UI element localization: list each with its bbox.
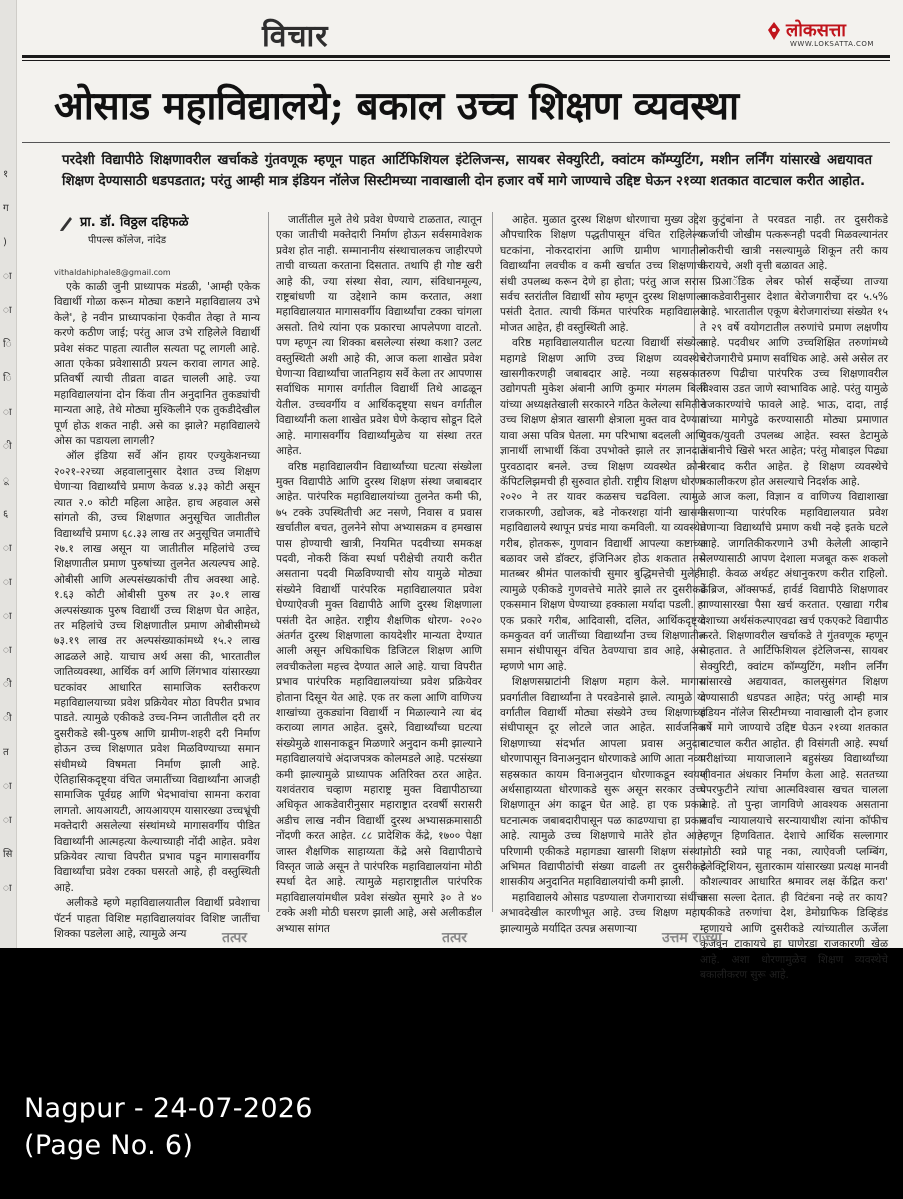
author-name: प्रा. डॉ. विठ्ठल दहिफळे [80, 215, 189, 230]
paragraph: आहेत. मुळात दुरस्थ शिक्षण धोरणाचा मुख्य उद्देश औपचारिक शिक्षण पद्धतीपासून वंचित राहिलेल्या घटकांना, नोकरदारांना आणि ग्रामीण भागातील विद्यार्थ्यांना लवचीक व कमी खर्चात उच्च शिक्षणाची संधी उपलब्ध करून देणे हा होता; परंतु आज सरास सर्वच स्तरांतील विद्यार्थी सोय म्हणून दुरस्थ शिक्षणाला पसंती देतात. त्याची किंमत पारंपरिक महाविद्यालये मोजत आहेत, ही वस्तुस्थिती आहे. [500, 214, 706, 334]
article-deck: परदेशी विद्यापीठे शिक्षणावरील खर्चाकडे गुंतवणूक म्हणून पाहत आर्टिफिशियल इंटेलिजन्स, सायबर सेक्युरिटी, क्वांटम कॉम्प्युटिंग, मशीन लर्निंग यांसारखे अद्ययावत शिक्षण देण्यासाठी धडपडतात; परंतु आम्ही मात्र इंडियन नॉलेज सिस्टीमच्या नावाखाली दोन हजार वर्षे मागे जाण्याचे उद्दिष्ट घेऊन २१व्या शतकात वाटचाल करीत आहोत. [62, 153, 872, 189]
edge-fragment: ी [3, 441, 12, 452]
edge-fragment: ा [3, 645, 12, 656]
paragraph: ऑल इंडिया सर्वे ऑन हायर एज्युकेशनच्या २०२१-२२च्या अहवालानुसार देशात उच्च शिक्षण घेणाऱ्या विद्यार्थ्यांचे प्रमाण केवळ ४.३३ कोटी असून त्यात २.० कोटी महिला आहेत. हाच अहवाल असे सांगतो की, उच्च शिक्षणात अनुसूचित जातीतील विद्यार्थ्यांचे प्रमाण ६८.३३ लाख तर अनुसूचित जमातींचे २७.१ लाख असून या जातीतील महिलांचे उच्च शिक्षणातील प्रमाण पुरुषांच्या तुलनेत अत्यल्पच आहे. ओबीसी आणि अल्पसंख्यकांची तीच अवस्था आहे. १.६३ कोटी ओबीसी पुरुष तर ३०.१ लाख अल्पसंख्याक पुरुष विद्यार्थी उच्च शिक्षण घेत आहेत, तर महिलांचे उच्च शिक्षणातील प्रमाण ओबीसीमध्ये ७३.१९ लाख तर अल्पसंख्याकांमध्ये १५.२ लाख आढळले आहे. याचाच अर्थ असा की, भारतातील जातिव्यवस्था, आर्थिक वर्ग आणि लिंगभाव यांसारख्या घटकांवर आधारित सामाजिक स्तरीकरण महाविद्यालयाच्या प्रवेश प्रक्रियेवर मोठा विपरीत प्रभाव पाडते. त्यामुळे एकीकडे उच्च-निम्न जातीतील दरी तर दुसरीकडे स्त्री-पुरुष आणि ग्रामीण-शहरी दरी निर्माण होऊन उच्च शिक्षणात प्रवेश मिळविण्याच्या समान संधीमध्ये विषमता निर्माण झाली आहे. ऐतिहासिकदृष्ट्या वंचित जमातींच्या विद्यार्थ्यांना आजही सामाजिक पूर्वग्रह आणि भेदभावांचा सामना करावा लागतो. आयआयटी, आयआयएम यासारख्या उच्चभ्रूंची मक्तेदारी असलेल्या संस्थांमध्ये मागासवर्गीय पीडित विद्यार्थ्यांनी आत्महत्या केल्याच्याही नोंदी आहेत. प्रवेश प्रक्रियेवर त्याचा विपरीत प्रभाव पडून मागासवर्गीय विद्यार्थ्यांचा प्रवेश टक्का घसरतो आहे, ही वस्तुस्थिती आहे. [54, 450, 260, 894]
edge-fragment: ा [3, 815, 12, 826]
edge-fragment: सि [3, 849, 13, 860]
edge-fragment: ा [3, 271, 12, 282]
paragraph: आज कला, विज्ञान व वाणिज्य विद्याशाखा असणाऱ्या पारंपरिक महाविद्यालयात प्रवेश घेणाऱ्या विद्यार्थ्यांचे प्रमाण कधी नव्हे इतके घटले आहे. जागतिकीकरणाने उभी केलेली आव्हाने पेलण्यासाठी आपण देशाला मजबूत करू शकलो नाही. केवळ अर्थहट अंधानुकरण करीत राहिलो. केंब्रिज, ऑक्सफर्ड, हार्वर्ड विद्यापीठे शिक्षणावर पाण्यासारखा पैसा खर्च करतात. एखाद्या गरीब देशाच्या अर्थसंकल्पाएवढा खर्च एकएकटे विद्यापीठ करते. शिक्षणावरील खर्चाकडे ते गुंतवणूक म्हणून पाहतात. ते आर्टिफिशियल इंटेलिजन्स, सायबर सेक्युरिटी, क्वांटम कॉम्प्युटिंग, मशीन लर्निंग यांसारखे अद्ययावत, कालसुसंगत शिक्षण देण्यासाठी धडपडत आहेत; परंतु आम्ही मात्र इंडियन नॉलेज सिस्टीमच्या नावाखाली दोन हजार वर्षे मागे जाण्याचे उद्दिष्ट घेऊन २१व्या शतकात वाटचाल करीत आहोत. ही विसंगती आहे. स्पर्धा परीक्षांच्या मायाजालाने बहुसंख्य विद्यार्थ्यांच्या जीवनात अंधकार निर्माण केला आहे. सततच्या पेपरफुटीने त्यांचा आत्मविश्वास खचत चालला आहे. तो पुन्हा जागविणे आवश्यक असताना सर्वांच न्यायालयाचे सरन्यायाधीश त्यांना कॉफीच म्हणून हिणवितात. देशाचे आर्थिक सल्लागार 'मोठी स्वप्ने पाहू नका, त्याऐवजी प्लम्बिंग, इलेक्ट्रिशियन, सुतारकाम यांसारख्या प्रत्यक्ष मानवी कौशल्यावर आधारित श्रमावर लक्ष केंद्रित करा' असा सल्ला देतात. ही विटंबना नव्हे तर काय? एकीकडे तरुणांचा देश, डेमोग्राफिक डिव्हिडंड म्हणायचे आणि दुसरीकडे त्यांच्यातील ऊर्जेला कुजवून टाकायचे हा घाणेरडा राजकारणी खेळ आहे. अशा धोरणामुळेच शिक्षण व्यवस्थेचे बकालीकरण सुरू आहे. [700, 491, 888, 981]
logo-url: WWW.LOKSATTA.COM [790, 40, 874, 48]
paragraph: जातींतील मुले तेथे प्रवेश घेण्याचे टाळतात, त्यातून एका जातीची मक्तेदारी निर्माण होऊन सर्वसमावेशक प्रवेश होत नाही. सम्मानानीय संस्थाचालकच जाहीरपणे ताची वाच्यता करताना दिसतात. तथापि ही गोष्ट खरी आहे की, ज्या संस्था सेवा, त्याग, संविधानमूल्य, राष्ट्रबांधणी या उद्देशाने काम करतात, अशा महाविद्यालयात मागासवर्गीय विद्यार्थ्यांचा टक्का चांगला असतो. तिथे त्यांना एक प्रकारचा आपलेपणा वाटतो. पण म्हणून त्या शिक्का बसलेल्या संस्था कशा? उलट वस्तुस्थिती अशी आहे की, आज कला शाखेत प्रवेश घेणाऱ्या विद्यार्थ्यांचा जातनिहाय सर्वे केला तर आपणास सर्वाधिक मागास वर्गातील विद्यार्थी तिथे आढळून येतील. उच्चवर्गीय व आर्थिकदृष्ट्या सधन वर्गातील विद्यार्थ्यांनी कला शाखेत प्रवेश घेणे केव्हाच सोडून दिले आहे. मागासवर्गीय विद्यार्थ्यांमुळेच या संस्था तरत आहेत. [276, 214, 482, 458]
edge-fragment: ६ [3, 509, 9, 520]
article-column-2 [276, 213, 482, 935]
paragraph: शिक्षणसम्राटांनी शिक्षण महाग केले. मागास प्रवर्गातील विद्यार्थ्यांना ते परवडेनासे झाले. त्यामुळे या वर्गातील विद्यार्थी मोठ्या संख्येने उच्च शिक्षणाच्या संधीपासून दूर लोटले जात आहेत. सार्वजनिक शिक्षणाच्या संदर्भात आपला प्रवास अनुदान धोरणापासून विनाअनुदान धोरणाकडे आणि आता नव्या सहस्रकात कायम विनाअनुदान धोरणाकडून स्वयम् अर्थसाहाय्यता धोरणाकडे सुरू असून सरकार उच्च शिक्षणातून अंग काढून घेत आहे. हा एक प्रकारे घटनात्मक जबाबदारीपासून पळ काढण्याचा हा प्रकार आहे. त्यामुळे उच्च शिक्षणाचे मातेरे होत आहे. परिणामी एकीकडे महागड्या खासगी शिक्षण संस्था, अभिमत विद्यापीठांची संख्या वाढली तर दुसरीकडे शासकीय अनुदानित महाविद्यालयांची कमी झाली. [500, 676, 706, 889]
edge-fragment: ा [3, 781, 12, 792]
paragraph: वरिष्ठ महाविद्यालयीन विद्यार्थ्यांच्या घटत्या संख्येला मुक्त विद्यापीठे आणि दुरस्थ शिक्षण संस्था जबाबदार आहेत. पारंपरिक महाविद्यालयांच्या तुलनेत कमी फी, ७५ टक्के उपस्थितीची अट नसणे, निवास व प्रवास खर्चातील बचत, तुलनेने सोपा अभ्यासक्रम व हमखास पास होण्याची खात्री, नियमित पदवीच्या समकक्ष पदवी, नोकरी किंवा स्पर्धा परीक्षेची तयारी करीत असताना पदवी मिळविण्याची सोय यामुळे मोठ्या संख्येने विद्यार्थी पारंपरिक महाविद्यालयात प्रवेश घेण्याऐवजी मुक्त विद्यापीठे आणि दुरस्थ शिक्षणाला पसंती देत आहेत. राष्ट्रीय शैक्षणिक धोरण- २०२० अंतर्गत दुरस्थ शिक्षणाला कायदेशीर मान्यता देण्यात आली असून अधिकाधिक डिजिटल शिक्षण आणि लवचीकतेला महत्त्व देण्यात आले आहे. याचा विपरीत प्रभाव पारंपरिक महाविद्यालयांच्या प्रवेश प्रक्रियेवर होताना दिसून येत आहे. एक तर कला आणि वाणिज्य शाखांच्या तुकड्यांना विद्यार्थी न मिळाल्याने त्या बंद कराव्या लागत आहेत. दुसरे, विद्यार्थ्यांच्या घटत्या संख्येमुळे शासनाकडून मिळणारे अनुदान कमी झाल्याने महाविद्यालयांचे अंदाजपत्रक कोलमडले आहे. पटसंख्या कमी झाल्यामुळे प्राध्यापक अतिरिक्त ठरत आहेत. यशवंतराव चव्हाण महाराष्ट्र मुक्त विद्यापीठाच्या अधिकृत आकडेवारीनुसार महाराष्ट्रात दरवर्षी सरासरी अडीच लाख नवीन विद्यार्थी दुरस्थ अभ्यासक्रमासाठी नोंदणी करत आहेत. ८८ प्रादेशिक केंद्रे, १७०० पेक्षा जास्त शैक्षणिक साहाय्यता केंद्रे असे विद्यापीठाचे विस्तृत जाळे असून ते पारंपरिक महाविद्यालयांना मोठी स्पर्धा देत आहे. त्यामुळे महाराष्ट्रातील पारंपरिक महाविद्यालयांमधील प्रवेश संख्येत सुमारे ३० ते ४० टक्के अशी मोठी घसरण झाली आहे, असे अलीकडील अभ्यास सांगत [276, 460, 482, 935]
edge-fragment: ू [3, 475, 9, 486]
edge-fragment: ि [3, 339, 12, 350]
edition-date: Nagpur - 24-07-2026 [24, 1093, 313, 1124]
masthead-rule-thin [22, 60, 890, 61]
edge-fragment: ी [3, 679, 12, 690]
edge-fragment: ा [3, 577, 12, 588]
article-column-4 [700, 213, 888, 981]
edge-fragment: ग [3, 203, 9, 214]
edge-fragment: ा [3, 883, 12, 894]
newspaper-logo [762, 18, 890, 50]
edge-fragment: त [3, 747, 9, 758]
next-article-heading: तत्पर [222, 930, 248, 946]
edge-fragment: ा [3, 407, 12, 418]
column-rule [492, 212, 493, 912]
author-affiliation: पीपल्स कॉलेज, नांदेड [88, 235, 167, 246]
paragraph: वरिष्ठ महाविद्यालयातील घटत्या विद्यार्थी संख्येला महागडे शिक्षण आणि उच्च शिक्षण व्यवस्थेचे खासगीकरणही जबाबदार आहे. नव्या सहस्रकात उद्योगपती मुकेश अंबानी आणि कुमार मंगलम बिर्ला यांच्या अध्यक्षतेखाली सरकारने गठित केलेल्या समितीने उच्च शिक्षण क्षेत्रात खासगी क्षेत्राला मुक्त वाव देण्यात यावा असा पवित्र घेतला. मग परिभाषा बदलली आणि ज्ञानार्थी लाभार्थी किंवा उपभोक्ते झाले तर ज्ञानदाते पुरवठादार बनले. उच्च शिक्षण व्यवस्थेत क्रोनी कॅपिटलिझमची ही सुरुवात होती. राष्ट्रीय शिक्षण धोरण- २०२० ने तर यावर कळसच चढविला. त्यामुळे राजकारणी, उद्योजक, बडे नोकरशहा यांनी खासगी महाविद्यालये स्थापून प्रचंड माया कमविली. या व्यवस्थेत गरीब, होतकरू, गुणवान विद्यार्थी आपल्या कष्टाच्या बळावर जसे डॉक्टर, इंजिनिअर होऊ शकतात तसे मातब्बर श्रीमंत पालकांची सुमार बुद्धिमत्तेची मुलेही. त्यामुळे एकीकडे गुणवत्तेचे मातेरे झाले तर दुसरीकडे एकसमान शिक्षण घेण्याच्या हक्काला मर्यादा पडली. हा एक प्रकारे गरीब, आदिवासी, दलित, आर्थिकदृष्ट्या कमकुवत वर्ग जातींच्या विद्यार्थ्यांना उच्च शिक्षणातील समान संधीपासून वंचित ठेवण्याचा डाव आहे, असे म्हणणे भाग आहे. [500, 337, 706, 673]
adjacent-column-edge [0, 0, 17, 948]
paragraph: महाविद्यालये ओसाड पडण्याला रोजगाराच्या संधींचा अभावदेखील कारणीभूत आहे. उच्च शिक्षण महाग झाल्यामुळे मर्यादित उत्पन्न असणाऱ्या [500, 891, 706, 935]
pen-icon [58, 214, 74, 232]
next-article-heading: उत्तम राज्या [662, 930, 722, 946]
page-number: (Page No. 6) [24, 1130, 194, 1161]
section-title: विचार [262, 19, 329, 54]
masthead-rule [22, 55, 890, 58]
author-email: vithaldahiphale8@gmail.com [54, 268, 171, 277]
paragraph: कुटुंबांना ते परवडत नाही. तर दुसरीकडे कर्जाची जोखीम पत्करूनही पदवी मिळवल्यानंतर नोकरीची खात्री नसल्यामुळे शिकून तरी काय करायचे, अशी वृत्ती बळावत आहे. [700, 214, 888, 273]
next-article-heading: तत्पर [442, 930, 468, 946]
paragraph: एके काळी जुनी प्राध्यापक मंडळी, 'आम्ही एकेक विद्यार्थी गोळा करून मोठ्या कष्टाने महाविद्यालय उभे केले', हे नवीन प्राध्यापकांना ऐकवीत तेव्हा ते मान्य करणे कठीण जाई; परंतु आज उभे राहिलेले विद्यार्थी प्रवेश संकट पाहता त्यातील सत्यता पटू लागली आहे. आता एकेका प्रवेशासाठी प्रयत्न करावा लागत आहे. प्रतिवर्षी त्याची तीव्रता वाढत चालली आहे. ज्या महाविद्यालयांना दोन किंवा तीन अनुदानित तुकड्यांची मान्यता आहे, तेथे मोठ्या मुश्किलीने एक तुकडीदेखील पूर्ण होऊ शकत नाही. असे का झाले? महाविद्यालये ओस का पडायला लागली? [54, 281, 260, 448]
byline [54, 212, 224, 258]
article-column-3 [500, 213, 706, 935]
paragraph: अलीकडे म्हणे महाविद्यालयातील विद्यार्थी प्रवेशाचा पॅटर्न पाहता विशिष्ट महाविद्यालयांवर विशिष्ट जातींचा शिक्का पडलेला आहे, त्यामुळे अन्य [54, 897, 260, 941]
edge-fragment: ी [3, 713, 12, 724]
headline-rule [22, 142, 890, 143]
pen-nib-icon [766, 21, 782, 41]
edge-fragment: ा [3, 611, 12, 622]
edge-fragment: ा [3, 305, 12, 316]
edge-fragment: ि [3, 373, 12, 384]
article-headline: ओसाड महाविद्यालये; बकाल उच्च शिक्षण व्यवस्था [54, 83, 739, 129]
next-article-strip [22, 922, 890, 948]
edge-fragment: ) [3, 237, 7, 248]
column-rule [268, 212, 269, 912]
paragraph: प्रिआॅडिक लेबर फोर्स सर्व्हेच्या ताज्या आकडेवारीनुसार देशात बेरोजगारीचा दर ५.५% आहे. भारतातील एकूण बेरोजगारांच्या संख्येत १५ ते २९ वर्षे वयोगटातील तरुणांचे प्रमाण लक्षणीय आहे. पदवीधर आणि उच्चशिक्षित तरुणांमध्ये बेरोजगारीचे प्रमाण सर्वाधिक आहे. असे असेल तर तरुण पिढीचा पारंपरिक उच्च शिक्षणावरील विश्वास उडत जाणे स्वाभाविक आहे. परंतु यामुळे राजकारण्यांचे फावले आहे. भाऊ, दादा, ताई यांच्या मागेपुढे करण्यासाठी मोठ्या प्रमाणात युवक/युवती उपलब्ध आहेत. स्वस्त डेटामुळे अंबानीचे खिसे भरत आहेत; परंतु मोबाइल पिढ्या बरबाद करीत आहेत. हे शिक्षण व्यवस्थेचे बकालीकरण होत असल्याचे निदर्शक आहे. [700, 275, 888, 488]
edge-fragment: १ [3, 169, 9, 180]
edge-fragment: ा [3, 543, 12, 554]
logo-name: लोकसत्ता [786, 20, 846, 41]
